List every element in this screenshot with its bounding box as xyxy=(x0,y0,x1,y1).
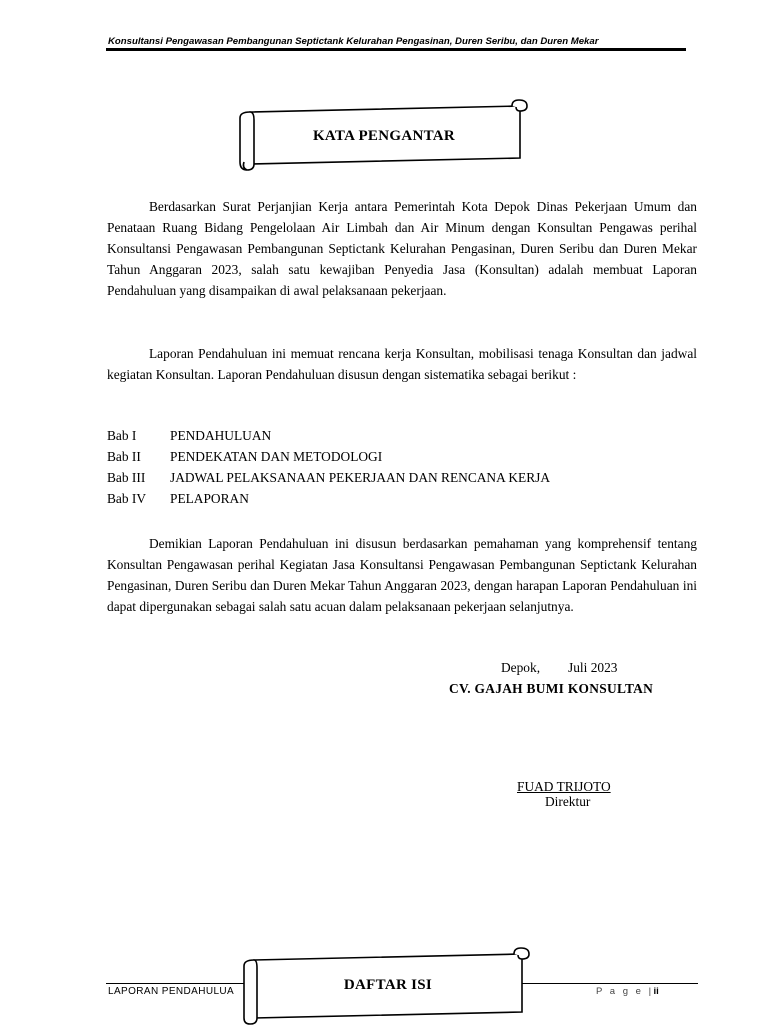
chapter-title: JADWAL PELAKSANAAN PEKERJAAN DAN RENCANA KERJA xyxy=(170,470,551,485)
paragraph-2 xyxy=(107,343,697,385)
chapter-number: Bab II xyxy=(107,449,141,464)
paragraph-1 xyxy=(107,196,697,301)
banner-title-kata-pengantar: KATA PENGANTAR xyxy=(312,128,456,144)
chapter-number: Bab IV xyxy=(107,491,147,506)
paragraph-3-text: Demikian Laporan Pendahuluan ini disusun berdasarkan pemahaman yang komprehensif tentang Konsultan Pengawasan perihal Kegiatan Jasa Konsultansi Pengawasan Pembangunan Septictank Kelurahan Pengasinan, Duren Seribu dan Duren Mekar Tahun Anggaran 2023, dengan harapan Laporan Pendahuluan ini dapat dipergunakan sebagai salah satu acuan dalam pelaksanaan pekerjaan selanjutnya. xyxy=(107,536,697,614)
chapter-title: PENDEKATAN DAN METODOLOGI xyxy=(170,449,383,464)
signature-place: Depok, xyxy=(501,660,541,675)
paragraph-3 xyxy=(107,533,697,617)
banner-title-daftar-isi: DAFTAR ISI xyxy=(343,977,433,993)
signature-date: Juli 2023 xyxy=(568,660,618,675)
footer-page xyxy=(596,986,659,997)
chapter-title: PELAPORAN xyxy=(170,491,249,506)
paragraph-2-text: Laporan Pendahuluan ini memuat rencana kerja Konsultan, mobilisasi tenaga Konsultan dan jadwal kegiatan Konsultan. Laporan Pendahuluan disusun dengan sistematika sebagai berikut : xyxy=(107,346,697,382)
footer-page-number: ii xyxy=(653,986,659,997)
chapter-title: PENDAHULUAN xyxy=(170,428,272,443)
chapter-number: Bab I xyxy=(107,428,137,443)
signature-role: Direktur xyxy=(545,794,591,809)
chapter-number: Bab III xyxy=(107,470,146,485)
footer-page-label: P a g e | xyxy=(596,986,654,997)
paragraph-1-text: Berdasarkan Surat Perjanjian Kerja antara Pemerintah Kota Depok Dinas Pekerjaan Umum dan Penataan Ruang Bidang Pengelolaan Air Limbah dan Air Minum dengan Konsultan Pengawas perihal Konsultansi Pengawasan Pembangunan Septictank Kelurahan Pengasinan, Duren Seribu dan Duren Mekar Tahun Anggaran 2023, salah satu kewajiban Penyedia Jasa (Konsultan) adalah membuat Laporan Pendahuluan yang disampaikan di awal pelaksanaan pekerjaan. xyxy=(107,199,697,298)
signature-company: CV. GAJAH BUMI KONSULTAN xyxy=(449,681,654,696)
footer-report-title: LAPORAN PENDAHULUA xyxy=(108,986,235,997)
header-rule xyxy=(106,48,686,51)
signature-name: FUAD TRIJOTO xyxy=(517,779,611,794)
running-header: Konsultansi Pengawasan Pembangunan Septictank Kelurahan Pengasinan, Duren Seribu, dan Duren Mekar xyxy=(108,36,599,47)
